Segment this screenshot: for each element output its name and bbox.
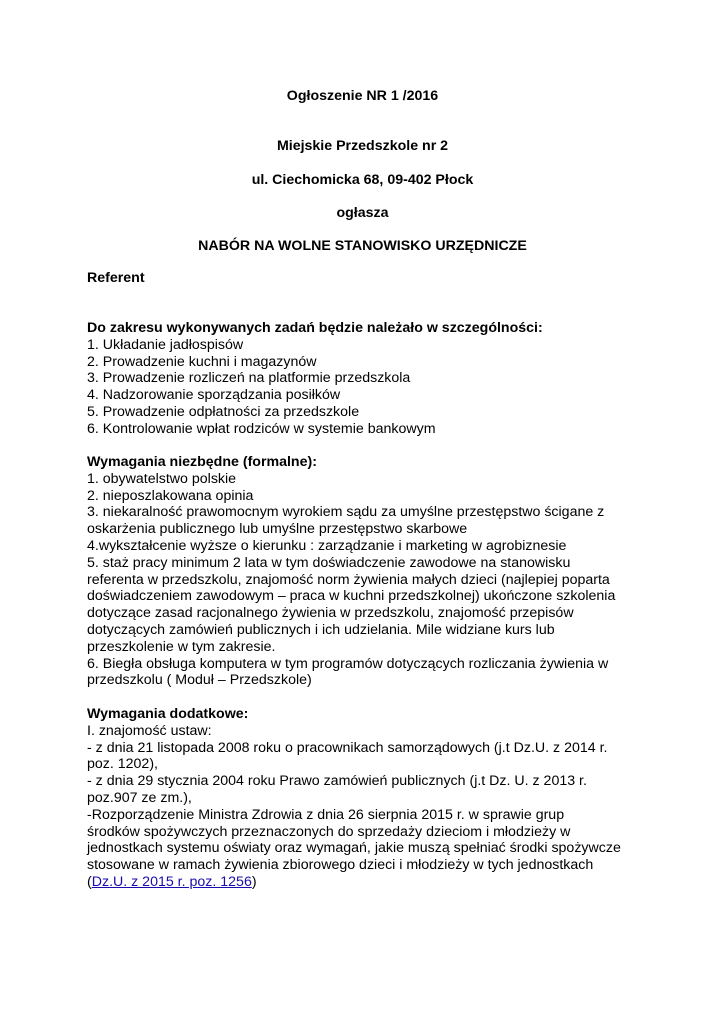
additional-section [87,706,687,891]
requirement-line: 6. Biegła obsługa komputera w tym programów dotyczących rozliczania żywienia w [87,655,609,672]
position-name: Referent [87,270,145,286]
requirement-line: 1. obywatelstwo polskie [87,470,237,487]
duty-item: 6. Kontrolowanie wpłat rodziców w systemie bankowym [87,420,436,437]
additional-line: stosowane w ramach żywienia zbiorowego dzieci i młodzieży w tych jednostkach [87,857,594,874]
requirement-line: 2. nieposzlakowana opinia [87,487,254,504]
paren-close: ) [251,873,257,890]
requirement-line: przeszkolenie w tym zakresie. [87,638,276,655]
requirement-line: 5. staż pracy minimum 2 lata w tym doświadczenie zawodowe na stanowisku [87,554,571,571]
announces-word: ogłasza [336,205,389,221]
requirement-line: referenta w przedszkolu, znajomość norm żywienia małych dzieci (najlepiej poparta [87,571,610,588]
law-reference-line [87,874,687,891]
duty-item: 2. Prowadzenie kuchni i magazynów [87,353,317,370]
duties-heading: Do zakresu wykonywanych zadań będzie należało w szczególności: [87,320,543,336]
requirement-line: dotyczące zasad racjonalnego żywienia w przedszkolu, znajomość przepisów [87,605,574,622]
requirement-line: przedszkolu ( Moduł – Przedszkole) [87,672,312,689]
requirements-heading: Wymagania niezbędne (formalne): [87,454,317,470]
law-reference-link[interactable]: Dz.U. z 2015 r. poz. 1256 [91,873,252,890]
paren-open: ( [87,873,92,890]
additional-line: poz. 1202), [87,756,158,773]
announcement-number: Ogłoszenie NR 1 /2016 [286,88,439,104]
duty-item: 1. Układanie jadłospisów [87,336,244,353]
duty-item: 5. Prowadzenie odpłatności za przedszkole [87,403,360,420]
recruitment-title: NABÓR NA WOLNE STANOWISKO URZĘDNICZE [198,238,527,254]
additional-line: poz.907 ze zm.), [87,789,192,806]
additional-line: I. znajomość ustaw: [87,722,212,739]
requirement-line: dotyczących zamówień publicznych i ich udzielania. Mile widziane kurs lub [87,621,555,638]
additional-line: -Rozporządzenie Ministra Zdrowia z dnia 26 sierpnia 2015 r. w sprawie grup [87,806,565,823]
duty-item: 4. Nadzorowanie sporządzania posiłków [87,387,341,404]
requirement-line: 3. niekaralność prawomocnym wyrokiem sądu za umyślne przestępstwo ścigane z [87,504,605,521]
duties-section [87,320,687,438]
requirement-line: 4.wykształcenie wyższe o kierunku : zarządzanie i marketing w agrobiznesie [87,537,567,554]
requirements-section [87,454,687,689]
additional-line: jednostkach systemu oświaty oraz wymagań, jakie muszą spełniać środki spożywcze [87,840,621,857]
additional-line: środków spożywczych przeznaczonych do sprzedaży dzieciom i młodzieży w [87,823,571,840]
additional-line: - z dnia 29 stycznia 2004 roku Prawo zamówień publicznych (j.t Dz. U. z 2013 r. [87,773,587,790]
institution-name: Miejskie Przedszkole nr 2 [276,138,449,154]
requirement-line: oskarżenia publicznego lub umyślne przestępstwo skarbowe [87,521,468,538]
additional-heading: Wymagania dodatkowe: [87,706,249,722]
requirement-line: doświadczeniem zawodowym – praca w kuchni przedszkolnej) ukończone szkolenia [87,588,616,605]
additional-line: - z dnia 21 listopada 2008 roku o pracownikach samorządowych (j.t Dz.U. z 2014 r. [87,739,608,756]
duty-item: 3. Prowadzenie rozliczeń na platformie przedszkola [87,370,411,387]
institution-address: ul. Ciechomicka 68, 09-402 Płock [251,172,474,188]
